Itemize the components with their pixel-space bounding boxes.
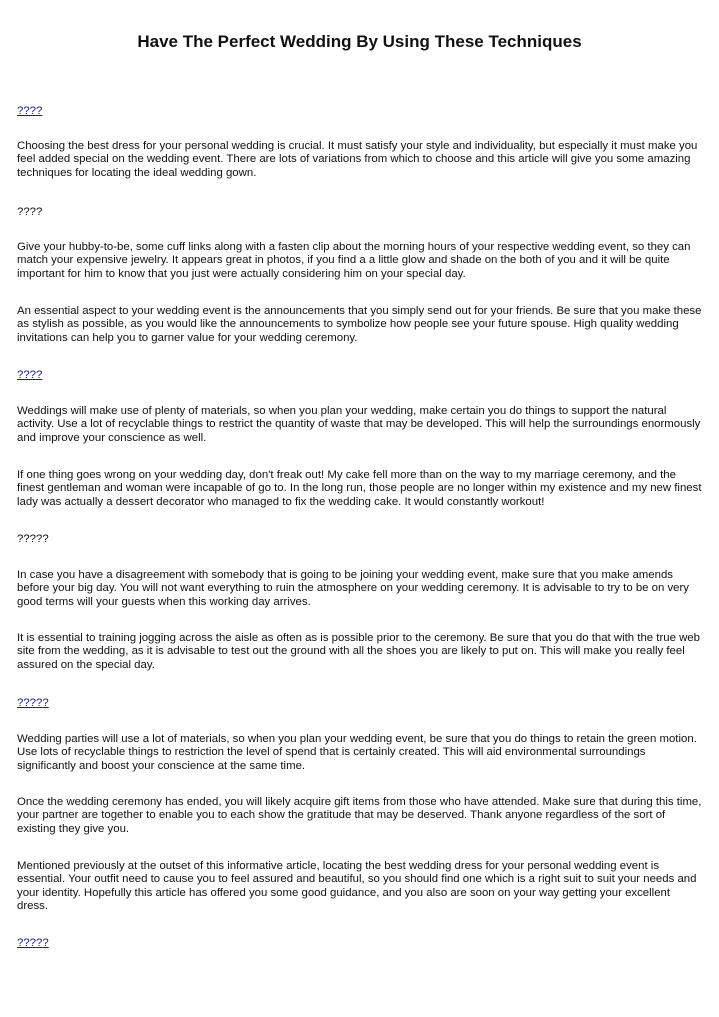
paragraph-9: Once the wedding ceremony has ended, you will likely acquire gift items from those who have attended. Make sure that during this time, your partner are together to enable you to each show the gratitude that may be deserved. Thank anyone regardless of the sort of existing they give you. [17, 796, 702, 835]
paragraph-10: Mentioned previously at the outset of this informative article, locating the best wedding dress for your personal wedding event is essential. Your outfit need to cause you to feel assured and beautiful, so you should find one which is a right suit to suit your needs and your identity. Hopefully this article has offered you some good guidance, and you also are soon on your way getting your excellent dress. [17, 860, 697, 913]
text-placeholder-2: ????? [17, 533, 49, 545]
link-2[interactable]: ???? [17, 369, 43, 381]
paragraph-2: Give your hubby-to-be, some cuff links along with a fasten clip about the morning hours of your respective wedding event, so they can match your expensive jewelry. It appears great in photos, if you find a a little glow and shade on the both of you and it will be quite important for him to know that you just were actually considering him on your special day. [17, 241, 691, 280]
page-title: Have The Perfect Wedding By Using These Techniques [137, 32, 582, 51]
paragraph-3: An essential aspect to your wedding event is the announcements that you simply send out for your friends. Be sure that you make these as stylish as possible, as you would like the announcements to symbolize how people see your future spouse. High quality wedding invitations can help you to garner value for your wedding ceremony. [17, 305, 702, 344]
paragraph-8: Wedding parties will use a lot of materials, so when you plan your wedding event, be sure that you do things to retain the green motion. Use lots of recyclable things to restriction the level of spend that is certainly created. This will aid environmental surroundings significantly and boost your conscience at the same time. [17, 733, 697, 772]
paragraph-1: Choosing the best dress for your personal wedding is crucial. It must satisfy your style and individuality, but especially it must make you feel added special on the wedding event. There are lots of variations from which to choose and this article will give you some amazing techniques for locating the ideal wedding gown. [17, 140, 698, 179]
paragraph-7: It is essential to training jogging across the aisle as often as is possible prior to the ceremony. Be sure that you do that with the true web site from the wedding, as it is advisable to test out the ground with all the shoes you are likely to put on. This will make you really feel assured on the special day. [17, 632, 700, 671]
link-1[interactable]: ???? [17, 105, 43, 117]
paragraph-5: If one thing goes wrong on your wedding day, don't freak out! My cake fell more than on the way to my marriage ceremony, and the finest gentleman and woman were incapable of go to. In the long run, those people are no longer within my existence and my new finest lady was actually a dessert decorator who managed to fix the wedding cake. It would constantly workout! [17, 469, 702, 508]
link-4[interactable]: ????? [17, 937, 49, 949]
paragraph-6: In case you have a disagreement with somebody that is going to be joining your wedding event, make sure that you make amends before your big day. You will not want everything to ruin the atmosphere on your wedding ceremony. It is advisable to try to be on very good terms will your guests when this working day arrives. [17, 569, 690, 608]
paragraph-4: Weddings will make use of plenty of materials, so when you plan your wedding, make certain you do things to support the natural activity. Use a lot of recyclable things to restrict the quantity of waste that may be developed. This will help the surroundings enormously and improve your conscience as well. [17, 405, 701, 444]
link-3[interactable]: ????? [17, 697, 49, 709]
text-placeholder-1: ???? [17, 206, 43, 218]
